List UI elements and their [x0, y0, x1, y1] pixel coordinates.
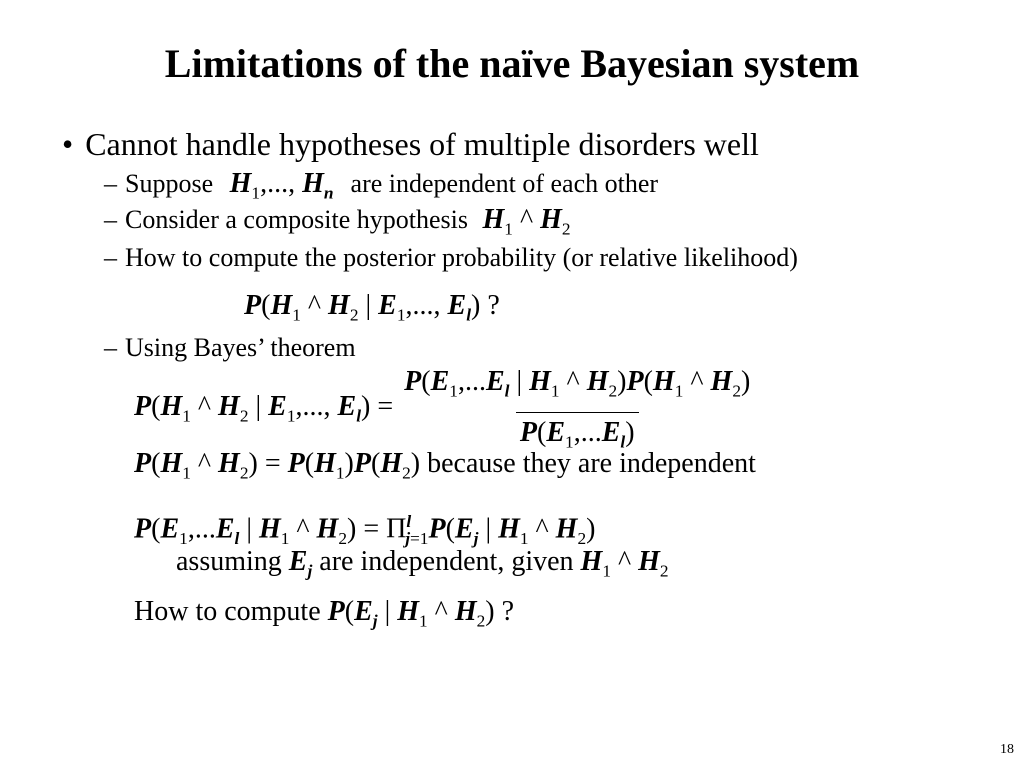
composite-text: Consider a composite hypothesis — [125, 205, 469, 234]
question-mark: ? — [501, 596, 515, 627]
dash-marker: – — [104, 243, 117, 272]
bullet-text: Cannot handle hypotheses of multiple disorders well — [85, 126, 759, 162]
howto-line: How to compute $P(E_j$ | $H_1$ ^ $H_2$) ? — [134, 596, 515, 631]
bayes-text: Using Bayes’ theorem — [125, 333, 356, 362]
howto-text: How to compute — [134, 596, 321, 627]
because-text: because they are independent — [427, 448, 756, 479]
slide-title: Limitations of the naïve Bayesian system — [164, 41, 860, 86]
sub-item-compute — [104, 242, 798, 274]
compute-text: How to compute the posterior probability (or relative likelihood) — [125, 243, 798, 272]
independence-formula: $P(H_1$ ^ $H_2) = P(H_1)P(H_2)$ because they are independent — [134, 448, 756, 483]
bayes-fraction: $\frac{P(E_1,...E_l | H_1 \^{} H_2)P(H_1 \^{} H_2)}{P(E_1,...E_l)}$ — [400, 364, 754, 460]
evidence-product-formula: $P(E_1,...E_l$ | $H_1$ ^ $H_2) = \Pi^l_{j=1}P(E_j$ | $H_1$ ^ $H_2$) — [134, 512, 596, 548]
suppose-suffix: are independent of each other — [350, 169, 659, 198]
dash-marker: – — [104, 205, 117, 234]
bullet-multiple-disorders — [62, 124, 759, 164]
dash-marker: – — [104, 169, 117, 198]
sub-item-bayes — [104, 332, 356, 364]
assuming-suffix: are independent, given — [319, 546, 574, 577]
assuming-line: assuming $E_j$ are independent, given $H_1$ ^ $H_2$ — [176, 546, 669, 581]
sub-item-composite — [104, 204, 571, 246]
posterior-formula: $P(H_1$ ^ $H_2$ | $E_1$,..., $E_l$) ? — [244, 290, 500, 325]
formula-h1-to-hn: $H_1$,..., $H_n$ — [229, 168, 334, 203]
suppose-prefix: Suppose — [125, 169, 214, 198]
formula-h1-and-h2: $H_1$ ^ $H_2$ — [482, 204, 571, 239]
assuming-text: assuming — [176, 546, 282, 577]
bayes-theorem-formula: $P(H_1$ ^ $H_2$ | $E_1$,..., $E_l$) = $\frac{P(E_1,...E_l | H_1 \^{} H_2)P(H_1 \^{} H_2)}{P(E_1,...E_l)}$ — [134, 364, 754, 460]
bullet-marker: • — [62, 126, 74, 162]
dash-marker: – — [104, 333, 117, 362]
page-number: 18 — [1000, 742, 1014, 757]
